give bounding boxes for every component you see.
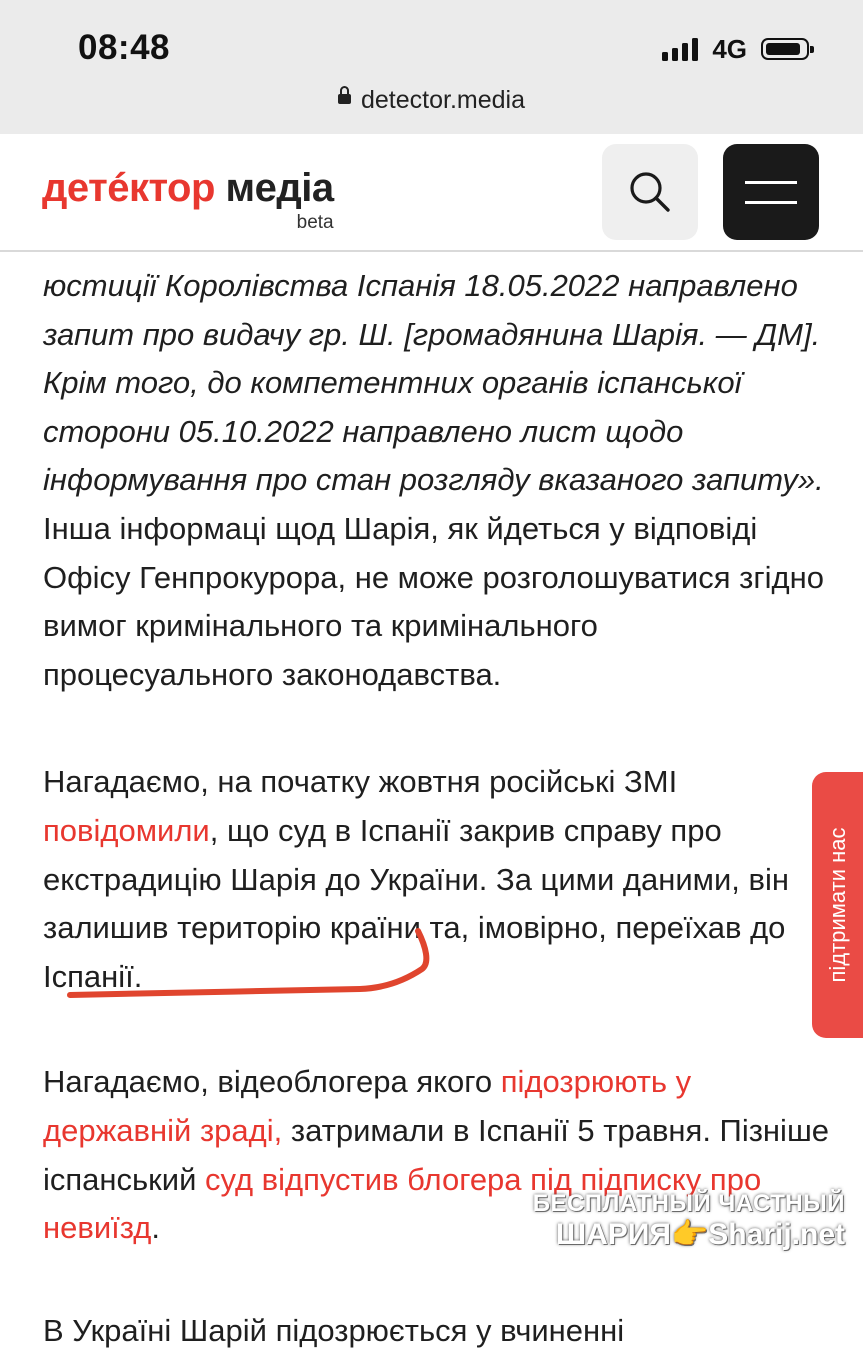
signal-icon [662, 37, 698, 61]
handwritten-underline [60, 925, 440, 1005]
address-bar[interactable] [0, 86, 863, 115]
logo-beta-label: beta [296, 212, 334, 233]
support-us-tab[interactable] [812, 772, 863, 1038]
browser-chrome [0, 0, 863, 134]
paragraph-text: Нагадаємо, на початку жовтня російські ЗМІ [43, 764, 678, 800]
article-paragraph [43, 262, 833, 699]
battery-icon [761, 38, 809, 60]
paragraph-text: . [151, 1210, 161, 1246]
search-icon [627, 169, 673, 215]
site-header [0, 134, 863, 252]
paragraph-text: затримали в Іспанії 5 травня. Пізніше іспанський [43, 1112, 830, 1197]
paragraph-text: Інша інформаці щод Шарія, як йдеться у відповіді Офісу Генпрокурора, не може розголошуватися згідно вимог кримінального та кримінального процесуального законодавства. [43, 510, 825, 692]
link-povidomyly[interactable]: повідомили [43, 812, 210, 848]
support-us-label: підтримати нас [824, 827, 850, 983]
url-text: detector.media [361, 86, 525, 114]
paragraph-text: , що суд в Іспанії закрив справу про екстрадицію Шарія до України. За цими даними, він залишив територію країни та, імовірно, переїхав до Іспанії. [43, 812, 789, 994]
quote-text: юстиції Королівства Іспанія 18.05.2022 направлено запит про видачу гр. Ш. [громадянина Шарія. — ДМ]. Крім того, до компетентних органів іспанської сторони 05.10.2022 направлено лист щодо інформування про стан розгляду вказаного запиту». [43, 268, 824, 498]
watermark-line2: ШАРИЯ👉Sharij.net [556, 1218, 845, 1251]
status-indicators [662, 34, 809, 64]
logo-text-black: медіа [225, 166, 334, 210]
article-paragraph [43, 1307, 833, 1355]
paragraph-text: В Україні Шарій підозрюється у вчиненні [43, 1312, 625, 1348]
site-logo[interactable] [42, 166, 334, 233]
link-court-released[interactable]: суд відпустив блогера під підписку про невиїзд [43, 1161, 762, 1246]
paragraph-text: Нагадаємо, відеоблогера якого [43, 1064, 501, 1100]
lock-icon [338, 94, 351, 104]
status-time: 08:48 [78, 28, 171, 67]
watermark [533, 1192, 845, 1250]
network-type: 4G [712, 33, 747, 64]
menu-button[interactable] [723, 144, 819, 240]
link-suspected-treason[interactable]: підозрюють у державній зраді, [43, 1064, 692, 1148]
search-button[interactable] [602, 144, 698, 240]
logo-text-red: детéктор [42, 166, 215, 210]
watermark-line1: БЕСПЛАТНЫЙ ЧАСТНЫЙ [532, 1190, 845, 1217]
